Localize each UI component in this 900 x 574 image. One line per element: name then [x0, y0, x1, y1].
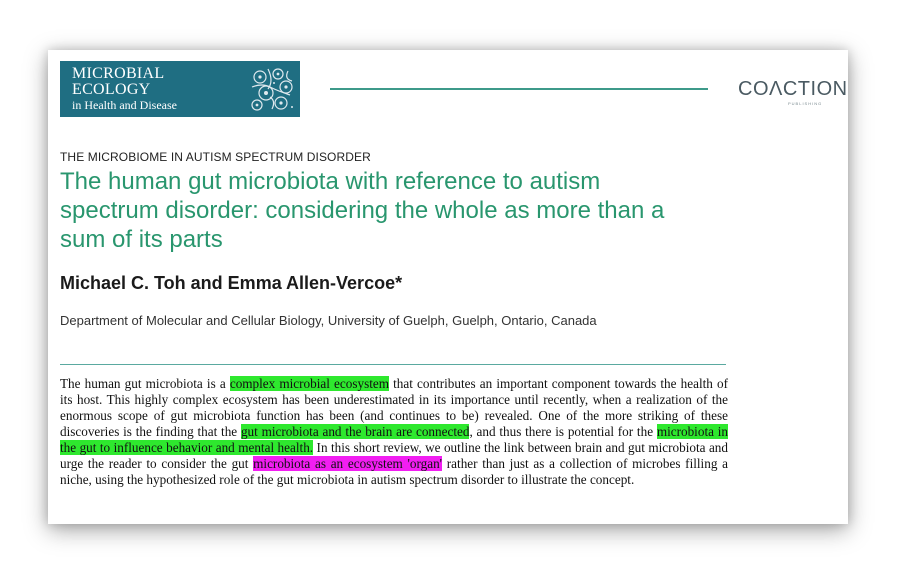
author-affiliation: Department of Molecular and Cellular Biology, University of Guelph, Guelph, Ontario, Canada — [60, 313, 597, 328]
publisher-tagline: PUBLISHING — [788, 101, 823, 106]
abstract-divider — [60, 364, 726, 365]
microbe-emblem-icon — [248, 65, 296, 113]
journal-name-line2: ECOLOGY — [72, 81, 151, 98]
abstract-text: that contributes an important component towards the health of its host. This highly complex ecosystem has been underestimated in its importance until recently, when a realization of the enormous scope of gut microbiota function has been (and continues to be) revealed. One of the more striking of these discoveries is the finding that the — [60, 376, 728, 439]
journal-name-line1: MICROBIAL — [72, 65, 165, 82]
highlight-pink: microbiota as an ecosystem 'organ' — [253, 456, 443, 471]
publisher-logo: COΛCTION — [738, 78, 848, 100]
journal-name-line3: in Health and Disease — [72, 98, 177, 112]
abstract-text: In this short review, we outline the link between brain and gut microbiota and urge the reader to consider the gut — [60, 440, 728, 471]
section-label: THE MICROBIOME IN AUTISM SPECTRUM DISORDER — [60, 150, 371, 164]
abstract-paragraph — [60, 376, 728, 488]
abstract-text: , and thus there is potential for the — [469, 424, 657, 439]
abstract-text: The human gut microbiota is a — [60, 376, 230, 391]
journal-logo — [60, 61, 300, 117]
page-shadow — [48, 50, 848, 524]
header-divider — [330, 88, 708, 90]
article-page — [48, 50, 848, 524]
highlight-green: gut microbiota and the brain are connected — [240, 424, 470, 439]
article-authors: Michael C. Toh and Emma Allen-Vercoe* — [60, 273, 403, 293]
highlight-green: microbiota in the gut to influence behavior and mental health. — [60, 424, 729, 455]
article-title: The human gut microbiota with reference to autism spectrum disorder: considering the whole as more than a sum of its parts — [60, 168, 665, 253]
highlight-green: complex microbial ecosystem — [229, 376, 389, 391]
abstract-text: rather than just as a collection of microbes filling a niche, using the hypothesized role of the gut microbiota in autism spectrum disorder to illustrate the concept. — [60, 456, 728, 487]
